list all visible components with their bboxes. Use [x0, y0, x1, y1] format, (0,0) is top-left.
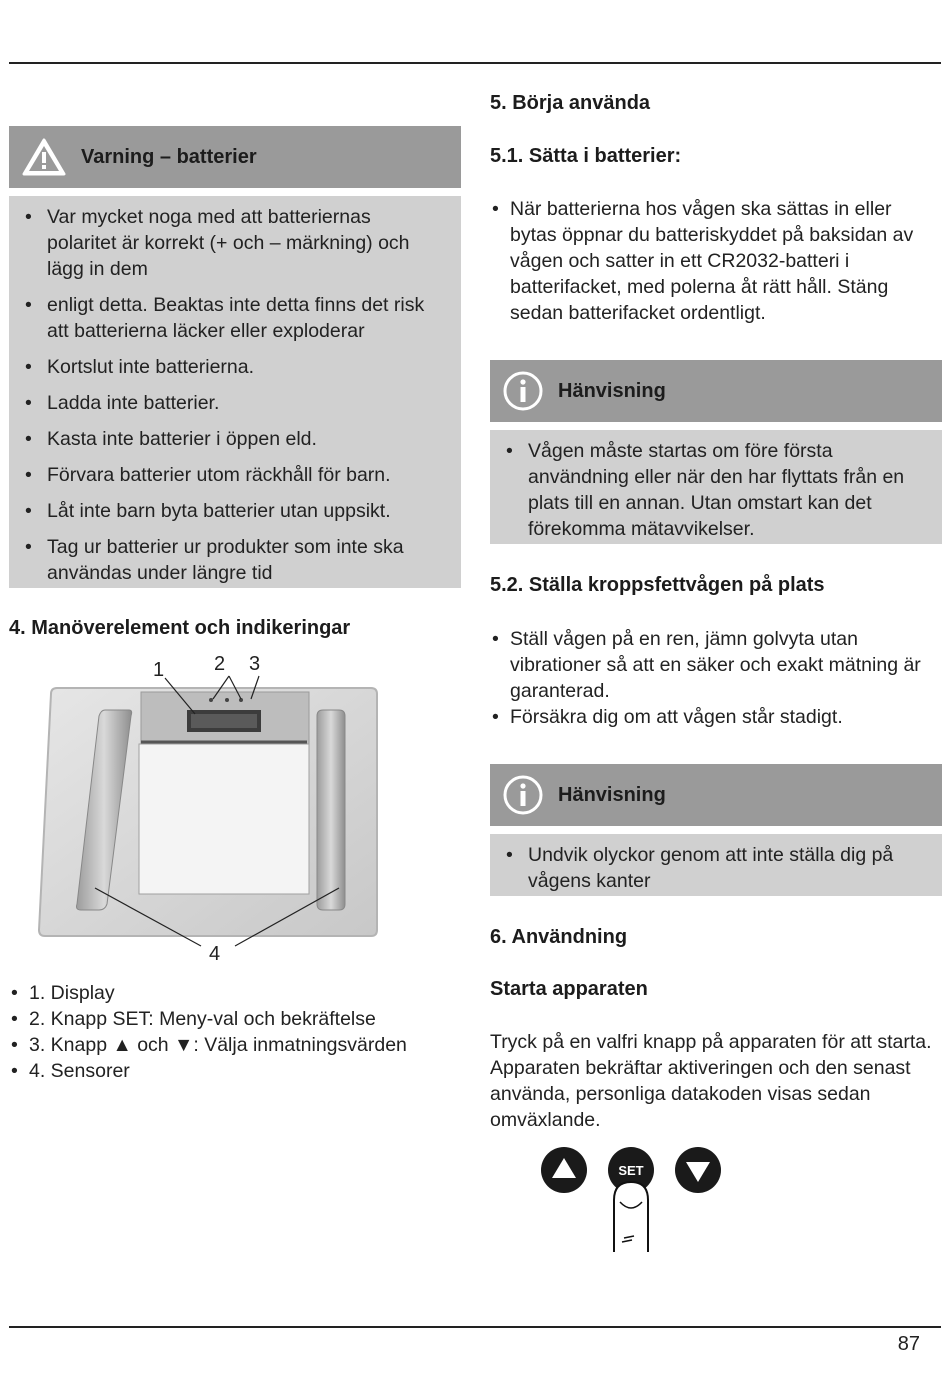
section4-heading: 4. Manöverelement och indikeringar	[9, 617, 351, 639]
section4-list	[9, 980, 461, 1084]
note1-list	[490, 430, 942, 542]
note2-body	[490, 834, 942, 896]
section5-1-item: • När batterierna hos vågen ska sättas in eller bytas öppnar du batteriskyddet på baksidan av vågen och satter in ett CR2032-batteri i batterifacket, med polerna åt rätt håll. Stäng sedan batterifacket ordentligt.	[490, 196, 930, 326]
note2-item: • Undvik olyckor genom att inte ställa dig på vågens kanter	[490, 842, 922, 894]
note1-title: Hänvisning	[558, 379, 666, 402]
section5-2-item: • Försäkra dig om att vågen står stadigt.	[490, 704, 936, 730]
scale-sensor-right	[317, 710, 345, 910]
finger-icon	[614, 1182, 648, 1252]
section5-1-list	[490, 196, 930, 326]
section4-item: • 3. Knapp ▲ och ▼: Välja inmatningsvärden	[9, 1032, 461, 1058]
warning-item: • enligt detta. Beaktas inte detta finns det risk att batterierna läcker eller exploderar	[9, 292, 445, 344]
buttons-figure	[538, 1142, 738, 1262]
note2-header	[490, 764, 942, 826]
section6-heading: 6. Användning	[490, 926, 628, 948]
figure-label-2: 2	[214, 653, 226, 675]
warning-title: Varning – batterier	[81, 145, 257, 168]
section4-item: • 4. Sensorer	[9, 1058, 461, 1084]
set-button-label: SET	[618, 1163, 644, 1178]
warning-header	[9, 126, 461, 188]
warning-item: • Ladda inte batterier.	[9, 390, 445, 416]
info-icon	[502, 774, 544, 816]
section5-2-heading: 5.2. Ställa kroppsfettvågen på plats	[490, 574, 825, 596]
section5-heading: 5. Börja använda	[490, 92, 651, 114]
note2-list	[490, 834, 942, 894]
section5-2-list	[490, 626, 936, 730]
scale-button-dot	[225, 698, 229, 702]
warning-item: • Tag ur batterier ur produkter som inte ska användas under längre tid	[9, 534, 445, 586]
page-number: 87	[897, 1333, 920, 1355]
scale-window	[139, 744, 309, 894]
note1-body	[490, 430, 942, 544]
figure-label-3: 3	[249, 653, 261, 675]
warning-triangle-icon	[21, 137, 67, 177]
section5-2-item: • Ställ vågen på en ren, jämn golvyta utan vibrationer så att en säker och exakt mätning är garanterad.	[490, 626, 936, 704]
warning-item: • Var mycket noga med att batteriernas polaritet är korrekt (+ och – märkning) och lägg in dem	[9, 204, 445, 282]
warning-item: • Kasta inte batterier i öppen eld.	[9, 426, 445, 452]
info-icon	[502, 370, 544, 412]
section4-item: • 1. Display	[9, 980, 461, 1006]
warning-item: • Låt inte barn byta batterier utan uppsikt.	[9, 498, 445, 524]
scale-button-dot	[209, 698, 213, 702]
section6-text: Tryck på en valfri knapp på apparaten för att starta. Apparaten bekräftar aktiveringen och den senast använda, personliga datakoden visas sedan omväxlande.	[490, 1031, 932, 1131]
section4-item: • 2. Knapp SET: Meny-val och bekräftelse	[9, 1006, 461, 1032]
note1-header	[490, 360, 942, 422]
warning-body	[9, 196, 461, 588]
top-rule	[9, 62, 941, 64]
warning-item: • Kortslut inte batterierna.	[9, 354, 445, 380]
warning-item: • Förvara batterier utom räckhåll för barn.	[9, 462, 445, 488]
warning-list	[9, 196, 461, 586]
scale-figure	[9, 648, 461, 968]
figure-label-1: 1	[153, 659, 165, 681]
note2-title: Hänvisning	[558, 783, 666, 806]
section6-subheading: Starta apparaten	[490, 978, 648, 1000]
section5-1-heading: 5.1. Sätta i batterier:	[490, 145, 682, 167]
bottom-rule	[9, 1326, 941, 1328]
figure-label-4: 4	[209, 943, 221, 965]
note1-item: • Vågen måste startas om före första användning eller när den har flyttats från en plats till en annan. Utan omstart kan det förekomma mätavvikelser.	[490, 438, 922, 542]
